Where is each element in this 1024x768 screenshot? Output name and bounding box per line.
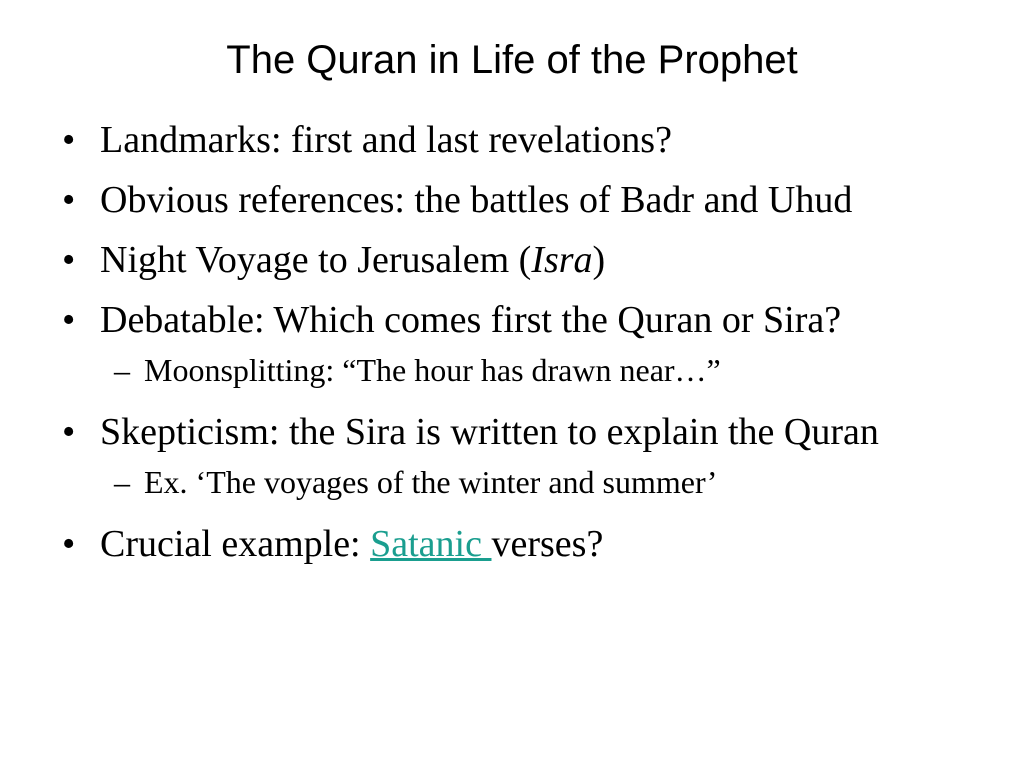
bullet-item (62, 408, 992, 456)
bullet-text: Debatable: Which comes first the Quran or Sira? (100, 299, 842, 341)
slide-title: The Quran in Life of the Prophet (226, 38, 798, 82)
bullet-text: Obvious references: the battles of Badr and Uhud (100, 179, 853, 221)
bullet-marker: • (62, 411, 76, 453)
bullet-item (62, 116, 992, 164)
bullet-list (62, 116, 992, 580)
bullet-text: Skepticism: the Sira is written to explain the Quran (100, 411, 879, 453)
bullet-marker: • (62, 299, 76, 341)
sub-bullet-marker: – (114, 464, 130, 500)
bullet-text-italic: Isra (531, 239, 593, 281)
bullet-item (62, 236, 992, 284)
bullet-text-prefix: Crucial example: (100, 523, 371, 565)
bullet-marker: • (62, 523, 76, 565)
bullet-marker: • (62, 119, 76, 161)
sub-bullet-marker: – (114, 352, 130, 388)
bullet-text: Landmarks: first and last revelations? (100, 119, 672, 161)
bullet-marker: • (62, 179, 76, 221)
bullet-item (62, 520, 992, 568)
bullet-text-suffix: verses? (491, 523, 604, 565)
bullet-text-suffix: ) (592, 239, 606, 281)
satanic-link[interactable]: Satanic (370, 523, 492, 565)
sub-bullet-item (62, 350, 992, 390)
sub-bullet-text: Moonsplitting: “The hour has drawn near…” (144, 352, 721, 388)
bullet-text-prefix: Night Voyage to Jerusalem ( (100, 239, 532, 281)
bullet-item (62, 176, 992, 224)
sub-bullet-item (62, 462, 992, 502)
sub-bullet-text: Ex. ‘The voyages of the winter and summer’ (144, 464, 718, 500)
bullet-item (62, 296, 992, 344)
bullet-marker: • (62, 239, 76, 281)
